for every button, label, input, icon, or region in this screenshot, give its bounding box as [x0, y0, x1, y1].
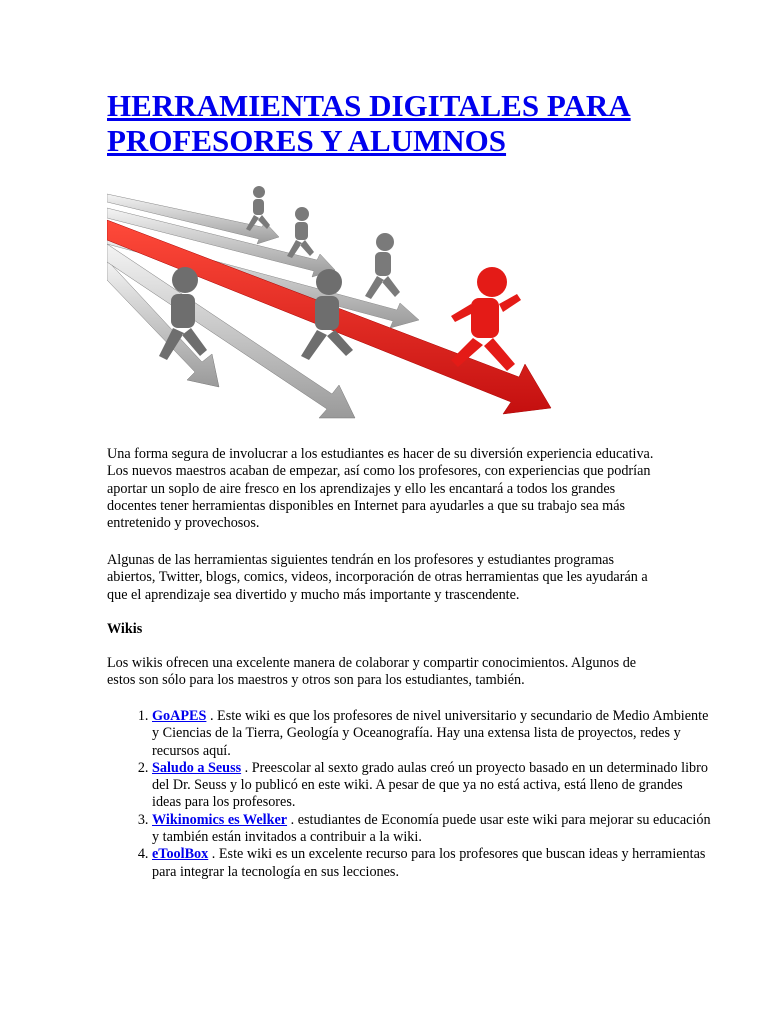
list-item-text: . Este wiki es que los profesores de nivel universitario y secundario de Medio Ambiente y Ciencias de la Tierra, Geología y Oceanografía. Hay una extensa lista de proyectos, redes y recursos aquí. — [152, 708, 709, 759]
page-title[interactable]: HERRAMIENTAS DIGITALES PARA PROFESORES Y ALUMNOS — [107, 88, 631, 158]
list-item — [152, 846, 712, 881]
runner-figure — [287, 207, 314, 258]
wikis-heading: Wikis — [107, 621, 143, 637]
red-runner-figure — [451, 267, 521, 371]
wikis-intro-paragraph: Los wikis ofrecen una excelente manera de colaborar y compartir conocimientos. Algunos de estos son sólo para los maestros y otros son para los estudiantes, también. — [107, 655, 637, 689]
list-item-text: . estudiantes de Economía puede usar este wiki para mejorar su educación y también están invitados a contribuir a la wiki. — [152, 811, 711, 846]
runners-arrows-illustration — [107, 182, 557, 424]
tools-paragraph: Algunas de las herramientas siguientes tendrán en los profesores y estudiantes programas abiertos, Twitter, blogs, comics, videos, incorporación de otras herramientas que les ayudarán a que el aprendizaje sea divertido y mucho más importante y trascendente. — [107, 552, 648, 603]
list-item — [152, 708, 712, 760]
wikis-list — [107, 708, 712, 881]
list-item — [152, 812, 712, 847]
runner-figure — [365, 233, 400, 299]
wiki-link-etoolbox[interactable]: eToolBox — [152, 846, 209, 863]
list-item-text: . Este wiki es un excelente recurso para los profesores que buscan ideas y herramientas para integrar la tecnología en sus lecciones. — [152, 846, 706, 880]
intro-paragraph: Una forma segura de involucrar a los estudiantes es hacer de su diversión experiencia educativa. Los nuevos maestros acaban de empezar, así como los profesores, con experiencias que podrían aportar un soplo de aire fresco en los aprendizajes y ello les encantará a todos los grandes docentes tener herramientas disponibles en Internet para ayudarles a que su trabajo sea más entretenido y provechosos. — [107, 446, 654, 532]
wiki-link-saludo-a-seuss[interactable]: Saludo a Seuss — [152, 759, 242, 776]
list-item — [152, 760, 712, 812]
wiki-link-goapes[interactable]: GoAPES — [152, 708, 207, 724]
list-item-text: . Preescolar al sexto grado aulas creó un proyecto basado en un determinado libro del Dr. Seuss y lo publicó en este wiki. A pesar de que ya no está activa, está lleno de grandes ideas para los profesores. — [152, 759, 708, 811]
wiki-link-wikinomics[interactable]: Wikinomics es Welker — [152, 811, 288, 828]
runner-figure — [246, 186, 270, 231]
